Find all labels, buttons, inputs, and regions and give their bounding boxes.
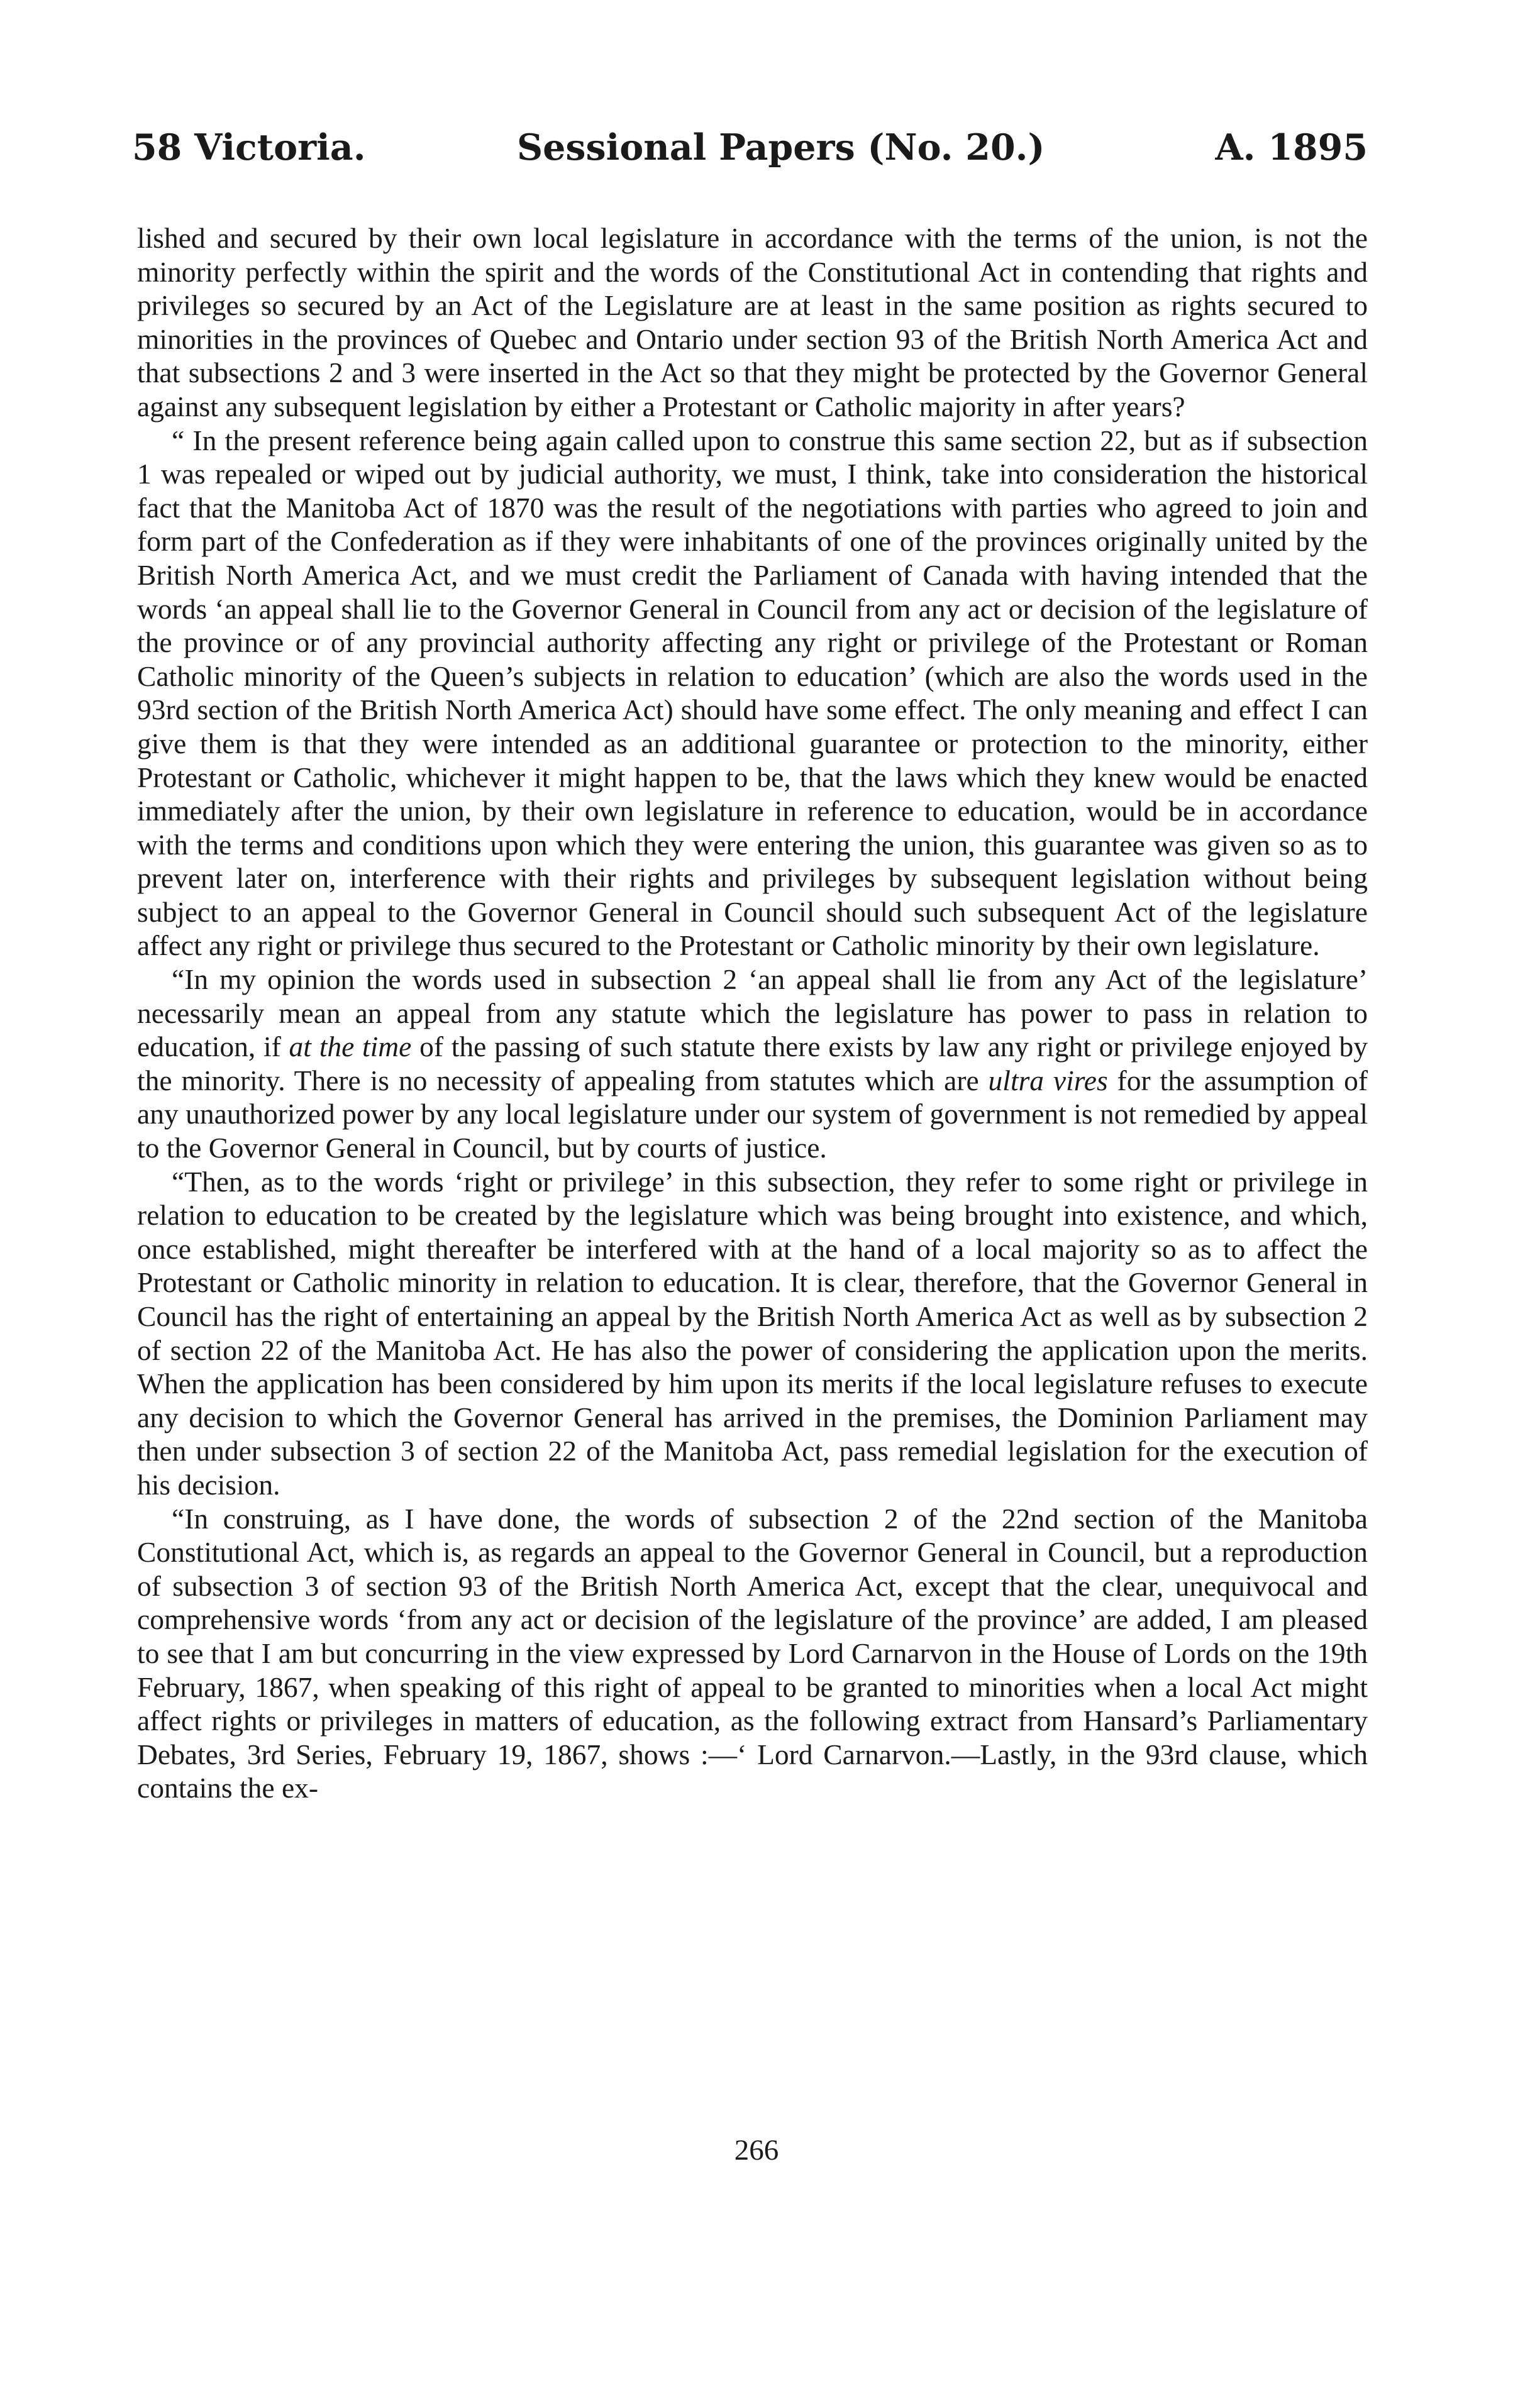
paragraph-2	[137, 424, 1368, 963]
paragraph-5	[137, 1502, 1368, 1805]
paragraph-3-text-a: “In my opinion the words used in subsection 2 ‘an appeal shall lie from any Act of the legislature’ necessarily mean an appeal from any statute which the legislature has power to pass in relation to education, if	[137, 963, 1368, 1063]
header-year: A. 1895	[1215, 126, 1368, 168]
paragraph-3-italic-b: ultra vires	[988, 1064, 1108, 1096]
header-title: Sessional Papers (No. 20.)	[517, 126, 1045, 168]
paragraph-3-italic-a: at the time	[289, 1030, 412, 1063]
paragraph-2-text: “ In the present reference being again called upon to construe this same section 22, but as if subsection 1 was repealed or wiped out by judicial authority, we must, I think, take into consideration the historical fact that the Manitoba Act of 1870 was the result of the negotiations with parties who agreed to join and form part of the Confederation as if they were inhabitants of one of the provinces originally united by the British North America Act, and we must credit the Parliament of Canada with having intended that the words ‘an appeal shall lie to the Governor General in Council from any act or decision of the legislature of the province or of any provincial authority affecting any right or privilege of the Protestant or Roman Catholic minority of the Queen’s subjects in relation to education’ (which are also the words used in the 93rd section of the British North America Act) should have some effect. The only meaning and effect I can give them is that they were intended as an additional guarantee or protection to the minority, either Protestant or Catholic, whichever it might happen to be, that the laws which they knew would be enacted immediately after the union, by their own legislature in reference to education, would be in accordance with the terms and conditions upon which they were entering the union, this guarantee was given so as to prevent later on, interference with their rights and privileges by subsequent legislation without being subject to an appeal to the Governor General in Council should such subsequent Act of the legislature affect any right or privilege thus secured to the Protestant or Catholic minority by their own legislature.	[137, 424, 1368, 962]
paragraph-3-text-b: of the passing of such statute there exists by law any right or privilege enjoyed by the minority. There is no necessity of appealing from statutes which are	[137, 1030, 1368, 1096]
paragraph-4-text: “Then, as to the words ‘right or privilege’ in this subsection, they refer to some right or privilege in relation to education to be created by the legislature which was being brought into existence, and which, once established, might thereafter be interfered with at the hand of a local majority so as to affect the Protestant or Catholic minority in relation to education. It is clear, therefore, that the Governor General in Council has the right of entertaining an appeal by the British North America Act as well as by subsection 2 of section 22 of the Manitoba Act. He has also the power of considering the application upon the merits. When the application has been considered by him upon its merits if the local legislature refuses to execute any decision to which the Governor General has arrived in the premises, the Dominion Parliament may then under subsection 3 of section 22 of the Manitoba Act, pass remedial legislation for the execution of his decision.	[137, 1165, 1368, 1501]
paragraph-3	[137, 963, 1368, 1165]
paragraph-1-text: lished and secured by their own local legislature in accordance with the terms of the union, is not the minority perfectly within the spirit and the words of the Constitutional Act in contending that rights and privileges so secured by an Act of the Legislature are at least in the same position as rights secured to minorities in the provinces of Quebec and Ontario under section 93 of the British North America Act and that subsections 2 and 3 were inserted in the Act so that they might be protected by the Governor General against any subsequent legislation by either a Protestant or Catholic majority in after years?	[137, 222, 1368, 423]
paragraph-1	[137, 221, 1368, 424]
header-volume: 58 Victoria.	[132, 126, 366, 168]
paragraph-4	[137, 1165, 1368, 1502]
running-header	[132, 123, 1368, 173]
paragraph-5-text: “In construing, as I have done, the words of subsection 2 of the 22nd section of the Manitoba Constitutional Act, which is, as regards an appeal to the Governor General in Council, but a reproduction of subsection 3 of section 93 of the British North America Act, except that the clear, unequivocal and comprehensive words ‘from any act or decision of the legislature of the province’ are added, I am pleased to see that I am but concurring in the view expressed by Lord Carnarvon in the House of Lords on the 19th February, 1867, when speaking of this right of appeal to be granted to minorities when a local Act might affect rights or privileges in matters of education, as the following extract from Hansard’s Parliamentary Debates, 3rd Series, February 19, 1867, shows :—‘ Lord Carnarvon.—Lastly, in the 93rd clause, which contains the ex-	[137, 1502, 1368, 1804]
page-number: 266	[734, 2134, 779, 2167]
paragraph-3-text-c: for the assumption of any unauthorized power by any local legislature under our system of government is not remedied by appeal to the Governor General in Council, but by courts of justice.	[137, 1064, 1368, 1164]
document-body	[137, 221, 1368, 1805]
